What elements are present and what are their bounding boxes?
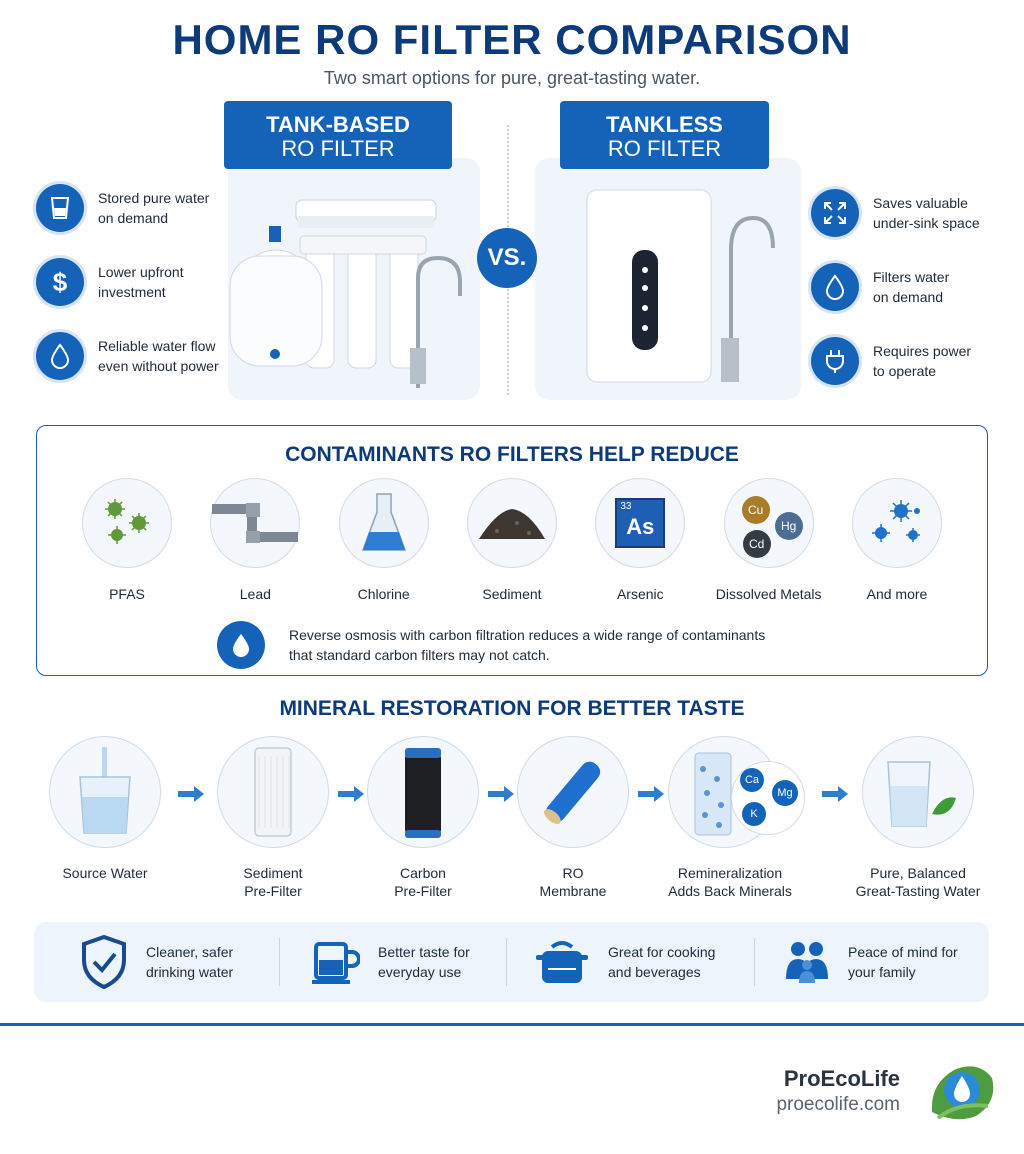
benefit-divider (279, 938, 280, 986)
tankless-features (811, 188, 1001, 386)
brand-block (776, 1066, 900, 1116)
contaminant-pfas (67, 478, 187, 602)
benefit-cleaner-water (80, 922, 233, 1002)
arsenic-element-icon (595, 478, 685, 568)
vs-badge: VS. (477, 228, 537, 288)
water-drop-icon (36, 332, 84, 380)
benefit-line1: Better taste for (378, 944, 470, 960)
contaminants-section (36, 425, 988, 676)
contaminants-title: CONTAMINANTS RO FILTERS HELP REDUCE (285, 443, 739, 466)
tankless-panel (535, 158, 801, 400)
metal-hg: Hg (775, 512, 803, 540)
feature-lower-investment (36, 256, 226, 308)
minerals-title: MINERAL RESTORATION FOR BETTER TASTE (279, 697, 745, 720)
benefit-cooking (534, 922, 715, 1002)
benefit-line1: Peace of mind for (848, 944, 958, 960)
contaminant-label: Arsenic (616, 586, 664, 602)
benefit-divider (754, 938, 755, 986)
dollar-icon: $ (36, 258, 84, 306)
step-remineralization (660, 736, 800, 900)
benefits-bar (34, 922, 989, 1002)
benefit-line2: everyday use (378, 964, 462, 980)
contaminant-label: Chlorine (357, 586, 410, 602)
benefit-divider (506, 938, 507, 986)
flow-arrow-icon (178, 786, 204, 802)
tank-based-title-line2: RO FILTER (281, 136, 395, 161)
contaminant-label: And more (866, 586, 928, 602)
benefit-line1: Great for cooking (608, 944, 716, 960)
step-label-line1: Carbon (400, 865, 446, 881)
water-glass-icon (36, 184, 84, 232)
metal-cu: Cu (742, 496, 770, 524)
feature-line2: investment (98, 284, 166, 300)
contaminant-sediment (452, 478, 572, 602)
tank-based-panel (228, 158, 480, 400)
footer-divider (0, 1023, 1024, 1026)
clean-glass-icon (862, 736, 974, 848)
power-plug-icon (811, 337, 859, 385)
feature-line1: Reliable water flow (98, 338, 216, 354)
ro-membrane-icon (517, 736, 629, 848)
note-line1: Reverse osmosis with carbon filtration reduces a wide range of contaminants (289, 627, 766, 643)
feature-requires-power (811, 336, 1001, 386)
feature-line2: to operate (873, 363, 937, 379)
contaminant-and-more (837, 478, 957, 602)
contaminant-label: Sediment (482, 586, 542, 602)
contaminant-chlorine (324, 478, 444, 602)
tank-based-title-line1: TANK-BASED (266, 112, 410, 137)
water-drop-icon (217, 621, 265, 669)
minerals-steps (40, 736, 990, 906)
step-source-water (40, 736, 170, 882)
benefit-better-taste (312, 922, 470, 1002)
element-symbol: As (626, 514, 655, 539)
bacteria-icon (82, 478, 172, 568)
contaminants-list (67, 478, 957, 602)
cooking-pot-icon (534, 937, 590, 987)
expand-arrows-icon (811, 189, 859, 237)
benefit-line2: and beverages (608, 964, 701, 980)
feature-line2: even without power (98, 358, 219, 374)
tankless-ro-unit-illustration (535, 158, 801, 400)
mineral-mg: Mg (772, 780, 798, 806)
metal-cd: Cd (743, 530, 771, 558)
feature-reliable-flow (36, 330, 226, 382)
step-carbon-prefilter (358, 736, 488, 900)
feature-saves-space (811, 188, 1001, 238)
tankless-title (560, 101, 769, 169)
contaminant-lead (195, 478, 315, 602)
feature-line1: Stored pure water (98, 190, 210, 206)
contaminant-arsenic (580, 478, 700, 602)
shield-check-icon (80, 934, 128, 990)
page-title: HOME RO FILTER COMPARISON (172, 16, 852, 63)
proecolife-logo-icon (928, 1062, 996, 1124)
step-label-line1: Sediment (243, 865, 303, 881)
feature-stored-water (36, 182, 226, 234)
benefit-line1: Cleaner, safer (146, 944, 234, 960)
family-icon (784, 939, 830, 985)
step-label-line2: Membrane (539, 883, 607, 899)
contaminant-label: PFAS (109, 586, 145, 602)
benefit-line2: your family (848, 964, 916, 980)
mineral-k: K (742, 802, 766, 826)
feature-line1: Requires power (873, 343, 972, 359)
tank-based-features (36, 182, 226, 382)
note-line2: that standard carbon filters may not catch. (289, 647, 550, 663)
pipe-icon (210, 478, 300, 568)
sediment-filter-icon (217, 736, 329, 848)
step-label-line2: Pre-Filter (394, 883, 452, 899)
step-ro-membrane (508, 736, 638, 900)
tank-based-title (224, 101, 452, 169)
tankless-title-line1: TANKLESS (606, 112, 723, 137)
step-label-line1: RO (562, 865, 584, 881)
step-pure-water (848, 736, 988, 900)
microbes-icon (852, 478, 942, 568)
feature-line1: Filters water (873, 269, 950, 285)
minerals-bubble (731, 761, 805, 835)
feature-line2: on demand (98, 210, 169, 226)
feature-line1: Saves valuable (873, 195, 968, 211)
element-number: 33 (620, 501, 632, 512)
metals-icon (724, 478, 814, 568)
step-label-line1: Source Water (62, 865, 148, 881)
remineralization-icon (668, 736, 793, 848)
contaminant-label: Lead (239, 586, 271, 602)
tank-based-ro-system-illustration (228, 158, 480, 400)
feature-filters-on-demand (811, 262, 1001, 312)
feature-line2: on demand (873, 289, 944, 305)
carbon-filter-icon (367, 736, 479, 848)
page-subtitle: Two smart options for pure, great-tasting water. (323, 68, 701, 88)
benefit-peace-of-mind (784, 922, 958, 1002)
contaminant-label: Dissolved Metals (715, 586, 822, 602)
water-drop-icon (811, 263, 859, 311)
flask-icon (339, 478, 429, 568)
contaminants-note (217, 621, 765, 669)
benefit-line2: drinking water (146, 964, 234, 980)
tankless-title-line2: RO FILTER (607, 136, 722, 161)
contaminant-dissolved-metals (709, 478, 829, 602)
feature-line1: Lower upfront (98, 264, 184, 280)
brand-name: ProEcoLife (783, 1066, 900, 1091)
step-label-line2: Adds Back Minerals (668, 883, 792, 899)
step-label-line2: Great-Tasting Water (855, 883, 981, 899)
step-label-line2: Pre-Filter (244, 883, 302, 899)
step-sediment-prefilter (208, 736, 338, 900)
water-pour-glass-icon (49, 736, 161, 848)
flow-arrow-icon (822, 786, 848, 802)
brand-url[interactable]: proecolife.com (776, 1094, 900, 1115)
mug-icon (312, 938, 360, 986)
step-label-line1: Remineralization (677, 865, 783, 881)
step-label-line1: Pure, Balanced (870, 865, 966, 881)
feature-line2: under-sink space (873, 215, 980, 231)
mineral-ca: Ca (740, 768, 764, 792)
sediment-pile-icon (467, 478, 557, 568)
